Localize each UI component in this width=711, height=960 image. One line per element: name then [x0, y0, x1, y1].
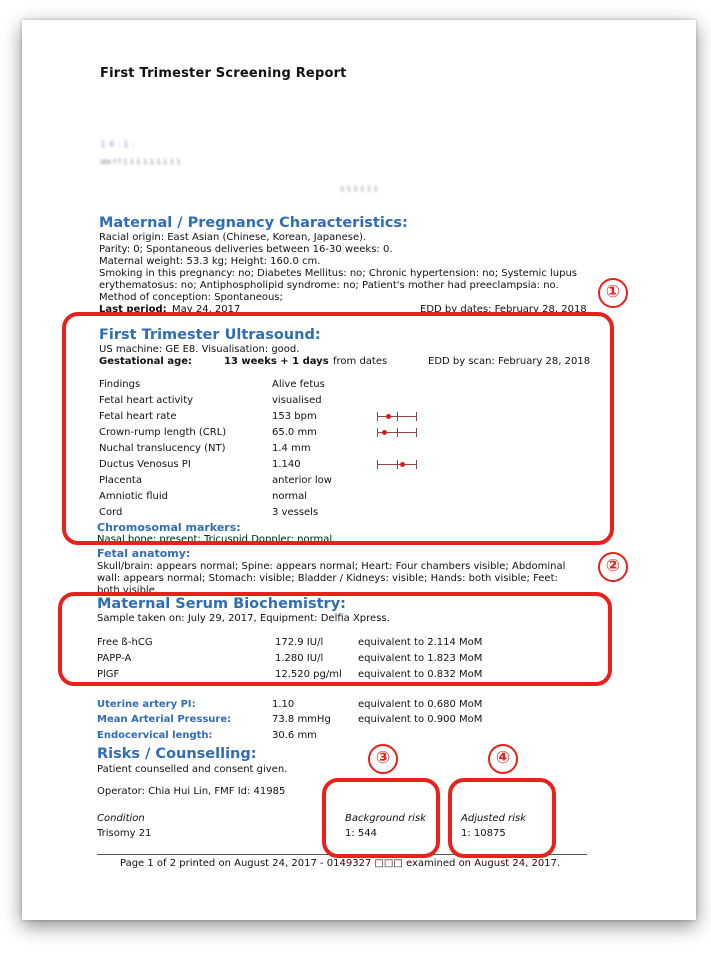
finding-label: Ductus Venosus PI	[99, 459, 191, 470]
biochem-mom: equivalent to 0.832 MoM	[358, 669, 483, 680]
finding-label: Placenta	[99, 475, 142, 486]
finding-value: visualised	[272, 395, 322, 406]
conception-method: Method of conception: Spontaneous;	[99, 292, 283, 303]
condition-value: Trisomy 21	[97, 828, 152, 839]
finding-label: Fetal heart activity	[99, 395, 194, 406]
extra-value: 1.10	[272, 699, 295, 710]
finding-value: 65.0 mm	[272, 427, 317, 438]
extra-name: Uterine artery PI:	[97, 699, 196, 710]
finding-value: Alive fetus	[272, 379, 325, 390]
biochem-name: Free ß-hCG	[97, 637, 153, 648]
edd-by-dates: EDD by dates: February 28, 2018	[420, 304, 587, 315]
biochem-name: PlGF	[97, 669, 120, 680]
patient-name-redacted: 1 4 : 1 :	[100, 140, 135, 150]
biochem-value: 1.280 IU/l	[275, 653, 324, 664]
finding-label: Cord	[99, 507, 123, 518]
extra-mom: equivalent to 0.680 MoM	[358, 699, 483, 710]
finding-value: 153 bpm	[272, 411, 317, 422]
callout-number-4: ④	[488, 744, 518, 774]
adjusted-risk-label: Adjusted risk	[461, 813, 527, 824]
finding-label: Nuchal translucency (NT)	[99, 443, 226, 454]
anatomy-line3: both visible.	[97, 585, 159, 596]
anatomy-line2: wall: appears normal; Stomach: visible; Bladder / Kidneys: visible; Hands: both visible; Feet:	[97, 573, 558, 584]
ga-value: 13 weeks + 1 days	[224, 356, 329, 367]
ga-label: Gestational age:	[99, 356, 193, 367]
risks-heading: Risks / Counselling:	[97, 746, 257, 762]
sample-info: Sample taken on: July 29, 2017, Equipment: Delfia Xpress.	[97, 613, 390, 624]
us-machine: US machine: GE E8. Visualisation: good.	[99, 344, 300, 355]
biochem-value: 12.520 pg/ml	[275, 669, 342, 680]
extra-value: 73.8 mmHg	[272, 714, 331, 725]
callout-box-3	[322, 778, 440, 858]
biochem-mom: equivalent to 2.114 MoM	[358, 637, 483, 648]
biochem-value: 172.9 IU/l	[275, 637, 324, 648]
edd-by-scan: EDD by scan: February 28, 2018	[428, 356, 591, 367]
last-period-label: Last period:	[99, 304, 167, 315]
operator-text: Operator: Chia Hui Lin, FMF Id: 41985	[97, 786, 286, 797]
finding-value: 1.4 mm	[272, 443, 311, 454]
finding-label: Fetal heart rate	[99, 411, 177, 422]
extra-name: Mean Arterial Pressure:	[97, 714, 232, 725]
reference-redacted: 1 1 1 1 1 1	[340, 185, 378, 193]
callout-number-3: ③	[368, 744, 398, 774]
last-period-value: May 24, 2017	[172, 304, 241, 315]
finding-label: Crown-rump length (CRL)	[99, 427, 227, 438]
biochemistry-heading: Maternal Serum Biochemistry:	[97, 596, 346, 612]
finding-value: 1.140	[272, 459, 301, 470]
maternal-heading: Maternal / Pregnancy Characteristics:	[99, 215, 408, 231]
callout-box-4	[448, 778, 556, 858]
report-title: First Trimester Screening Report	[100, 66, 347, 81]
risk-factors-line1: Smoking in this pregnancy: no; Diabetes Mellitus: no; Chronic hypertension: no; Systemic lupus	[99, 268, 578, 279]
finding-label: Amniotic fluid	[99, 491, 168, 502]
biochem-mom: equivalent to 1.823 MoM	[358, 653, 483, 664]
ga-suffix: from dates	[333, 356, 388, 367]
ultrasound-heading: First Trimester Ultrasound:	[99, 327, 321, 343]
background-risk-label: Background risk	[345, 813, 426, 824]
anatomy-line1: Skull/brain: appears normal; Spine: appears normal; Heart: Four chambers visible; Abdominal	[97, 561, 566, 572]
callout-number-1: ①	[598, 278, 628, 308]
maternal-weight: Maternal weight: 53.3 kg; Height: 160.0 cm.	[99, 256, 321, 267]
biochem-name: PAPP-A	[97, 653, 132, 664]
chromosomal-markers-heading: Chromosomal markers:	[97, 521, 241, 534]
finding-label: Findings	[99, 379, 141, 390]
page-footer: Page 1 of 2 printed on August 24, 2017 - 0149327 □□□ examined on August 24, 2017.	[120, 858, 561, 869]
adjusted-risk-value: 1: 10875	[461, 828, 506, 839]
extra-name: Endocervical length:	[97, 730, 213, 741]
finding-value: normal	[272, 491, 308, 502]
callout-box-2	[58, 592, 612, 686]
finding-value: anterior low	[272, 475, 332, 486]
patient-details-redacted: ate f f 1 1 1 1 1 1 1 1 1	[100, 158, 181, 166]
callout-number-2: ②	[598, 552, 628, 582]
parity: Parity: 0; Spontaneous deliveries between 16-30 weeks: 0.	[99, 244, 393, 255]
risk-factors-line2: erythematosus: no; Antiphospholipid syndrome: no; Patient's mother had preeclampsia: no.	[99, 280, 559, 291]
callout-box-1	[62, 312, 614, 545]
extra-mom: equivalent to 0.900 MoM	[358, 714, 483, 725]
counselling-text: Patient counselled and consent given.	[97, 764, 288, 775]
condition-label: Condition	[97, 813, 145, 824]
finding-value: 3 vessels	[272, 507, 319, 518]
extra-value: 30.6 mm	[272, 730, 317, 741]
chromosomal-markers-text: Nasal bone: present; Tricuspid Doppler: normal.	[97, 534, 336, 545]
fetal-anatomy-heading: Fetal anatomy:	[97, 547, 191, 560]
background-risk-value: 1: 544	[345, 828, 377, 839]
racial-origin: Racial origin: East Asian (Chinese, Korean, Japanese).	[99, 232, 367, 243]
